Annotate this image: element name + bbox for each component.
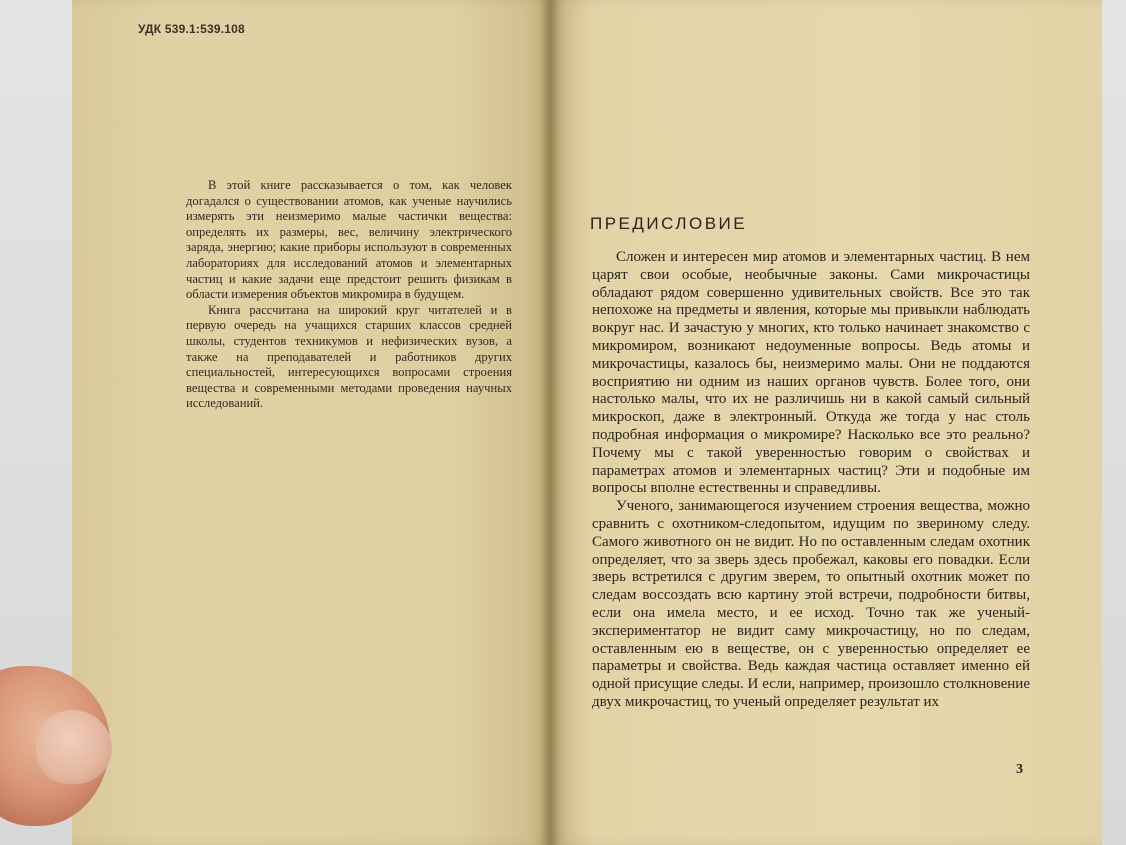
annotation-paragraph-1: В этой книге рассказывается о том, как человек догадался о существовании атомов, как ученые научились измерять эти неизмеримо малые частички вещества: определять их размеры, вес, величину электрического заряда, энергию; какие приборы используют в современных лабораториях для исследований атомов и элементарных частиц и какие задачи еще предстоит решить физикам в области измерения объектов микромира в будущем.: [186, 178, 512, 302]
book-gutter: [540, 0, 560, 845]
page-number: 3: [1016, 762, 1023, 777]
page-title: ПРЕДИСЛОВИЕ: [590, 214, 748, 233]
udk-code: УДК 539.1:539.108: [138, 22, 245, 36]
preface-paragraph-2: Ученого, занимающегося изучением строения вещества, можно сравнить с охотником-следопытом, идущим по звериному следу. Самого животного он не видит. Но по оставленным следам охотник определяет, что за зверь здесь пробежал, каковы его повадки. Если зверь встретился с другим зверем, то опытный охотник может по следам воссоздать всю картину этой встречи, подробности битвы, если она имела место, и ее исход. Точно так же ученый-экспериментатор не видит саму микрочастицу, но по следам, оставленным ею в веществе, он с уверенностью определяет ее параметры и свойства. Ведь каждая частица оставляет именно ей одной присущие следы. И если, например, произошло столкновение двух микрочастиц, то ученый определяет результат их: [592, 498, 1030, 710]
left-page: [72, 0, 550, 845]
preface-text: [592, 249, 1030, 712]
annotation-block: [186, 178, 512, 412]
annotation-paragraph-2: Книга рассчитана на широкий круг читателей и в первую очередь на учащихся старших классов средней школы, студентов техникумов и нефизических вузов, а также на преподавателей и работников других специальностей, интересующихся вопросами строения вещества и современными методами проведения научных исследований.: [186, 302, 512, 411]
preface-paragraph-1: Сложен и интересен мир атомов и элементарных частиц. В нем царят свои особые, необычные законы. Сами микрочастицы обладают рядом совершенно удивительных свойств. Все это так непохоже на предметы и явления, которые мы привыкли наблюдать вокруг нас. И зачастую у многих, кто только начинает знакомство с микромиром, возникают недоуменные вопросы. Ведь атомы и микрочастицы, казалось бы, неизмеримо малы. Они не поддаются восприятию ни одним из наших органов чувств. Более того, они настолько малы, что их не различишь ни в какой самый сильный микроскоп, даже в электронный. Откуда же тогда у нас столь подробная информация о микромире? Насколько все это реально? Почему мы с такой уверенностью говорим о свойствах и параметрах атомов и элементарных частиц? Эти и подобные им вопросы вполне естественны и справедливы.: [592, 249, 1030, 497]
thumbnail-nail: [36, 710, 112, 784]
